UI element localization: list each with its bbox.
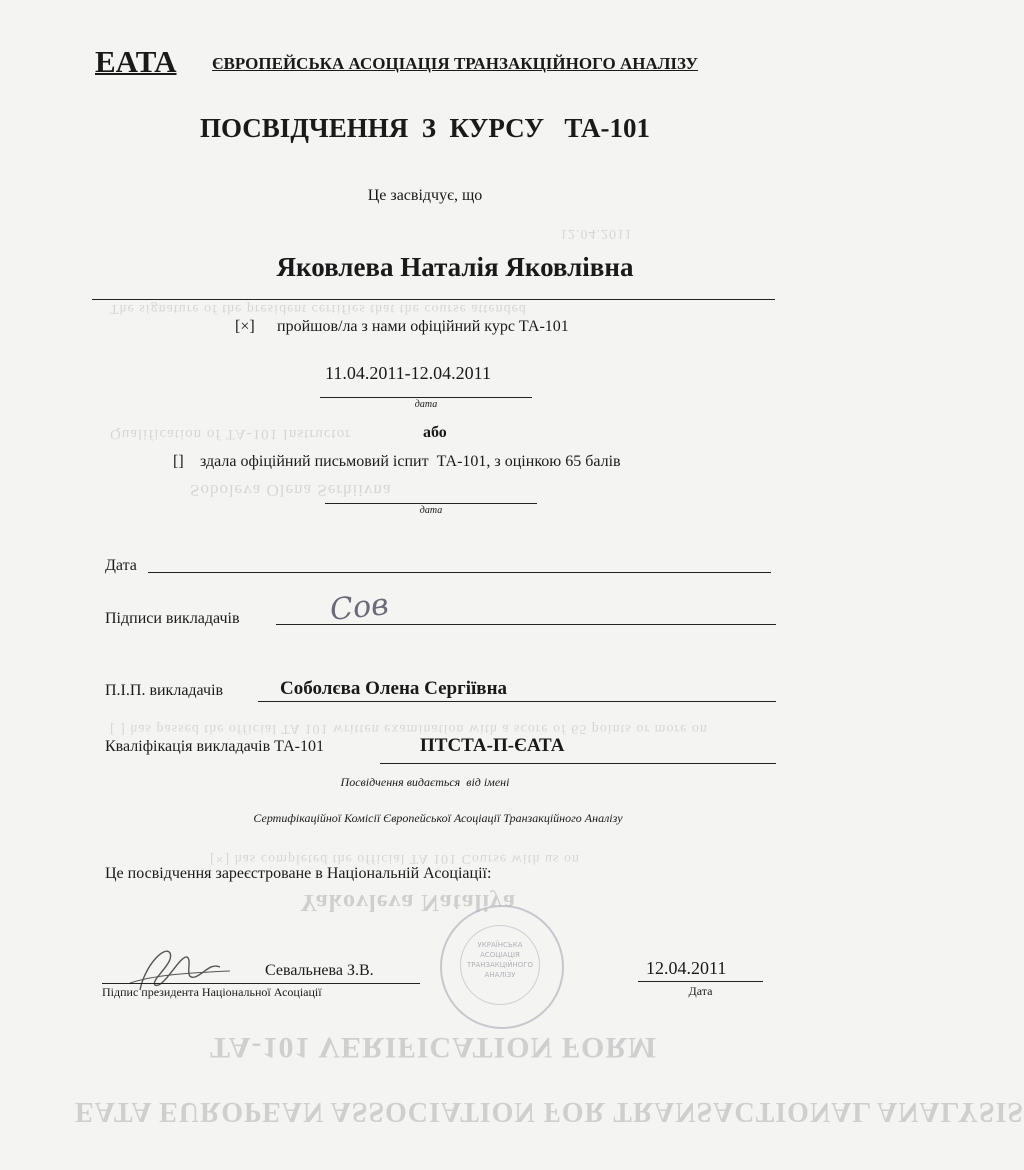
president-signature-line <box>102 983 420 984</box>
qualification-label: Кваліфікація викладачів ТА-101 <box>105 738 324 755</box>
stamp-line: АНАЛІЗУ <box>484 971 516 979</box>
qualification-value: ПТСТА-П-ЄАТА <box>420 735 565 756</box>
trainers-name-value: Соболєва Олена Сергіївна <box>280 678 508 699</box>
issued-on-behalf: Посвідчення видається від імені <box>340 775 510 789</box>
name-underline <box>92 299 775 300</box>
commission-name: Сертифікаційної Комісії Європейської Асоціації Транзакційного Аналізу <box>253 811 623 825</box>
exam-checkbox: [] <box>173 453 184 470</box>
president-caption: Підпис президента Національної Асоціації <box>102 985 322 999</box>
certifies-text: Це засвідчує, що <box>367 187 483 204</box>
course-text: пройшов/ла з нами офіційний курс ТА-101 <box>277 318 569 335</box>
president-date-line <box>638 981 763 982</box>
stamp-line: УКРАЇНСЬКА <box>477 941 523 949</box>
bleed-through-exam: [ ] has passed the official TA 101 written examination with a score of 65 points or more on <box>110 721 708 736</box>
exam-date-caption: дата <box>419 505 443 516</box>
exam-date-line <box>325 503 537 504</box>
date-line <box>148 572 771 573</box>
bleed-through-name: Yakovleva Nataliya <box>300 889 516 915</box>
trainers-name-line <box>258 701 776 702</box>
bleed-through-qual: Qualification of TA-101 Instructor <box>110 426 352 442</box>
association-stamp <box>440 905 564 1029</box>
qualification-line <box>380 763 776 764</box>
eata-acronym: EATA <box>95 44 177 79</box>
or-word: або <box>423 424 447 441</box>
bleed-through-date: 12.04.2011 <box>560 226 633 241</box>
date-label: Дата <box>105 557 137 574</box>
bleed-through-instructor: Soboleva Olena Serhiivna <box>190 481 392 500</box>
bleed-through-title: TA-101 VERIFICATION FORM <box>210 1031 658 1064</box>
course-date-caption: дата <box>414 399 438 410</box>
trainers-name-label: П.І.П. викладачів <box>105 682 224 699</box>
bleed-through-header: EATA EUROPEAN ASSOCIATION FOR TRANSACTIONAL ANALYSIS <box>75 1096 1024 1127</box>
bleed-through-sig: The signature of the president certifies that the course attended <box>110 301 527 316</box>
stamp-line: АСОЦІАЦІЯ <box>480 951 520 959</box>
president-date: 12.04.2011 <box>646 958 727 978</box>
page-title: ПОСВІДЧЕННЯ З КУРСУ ТА-101 <box>199 113 651 143</box>
course-date-line <box>320 397 532 398</box>
signatures-label: Підписи викладачів <box>105 610 240 627</box>
trainer-signature: Сов <box>328 587 391 628</box>
course-dates: 11.04.2011-12.04.2011 <box>325 363 491 383</box>
exam-text: здала офіційний письмовий іспит ТА-101, з оцінкою 65 балів <box>200 453 621 470</box>
stamp-line: ТРАНЗАКЦІЙНОГО <box>466 961 534 969</box>
registered-text: Це посвідчення зареєстроване в Національній Асоціації: <box>105 865 492 882</box>
course-checkbox: [×] <box>235 318 255 335</box>
president-name: Севальнева З.В. <box>265 962 374 979</box>
association-name: ЄВРОПЕЙСЬКА АСОЦІАЦІЯ ТРАНЗАКЦІЙНОГО АНАЛІЗУ <box>212 54 699 73</box>
person-name: Яковлева Наталія Яковлівна <box>276 252 634 282</box>
bleed-through-course: [×] has completed the official TA 101 Course with us on <box>210 851 580 866</box>
president-date-caption: Дата <box>688 984 713 998</box>
